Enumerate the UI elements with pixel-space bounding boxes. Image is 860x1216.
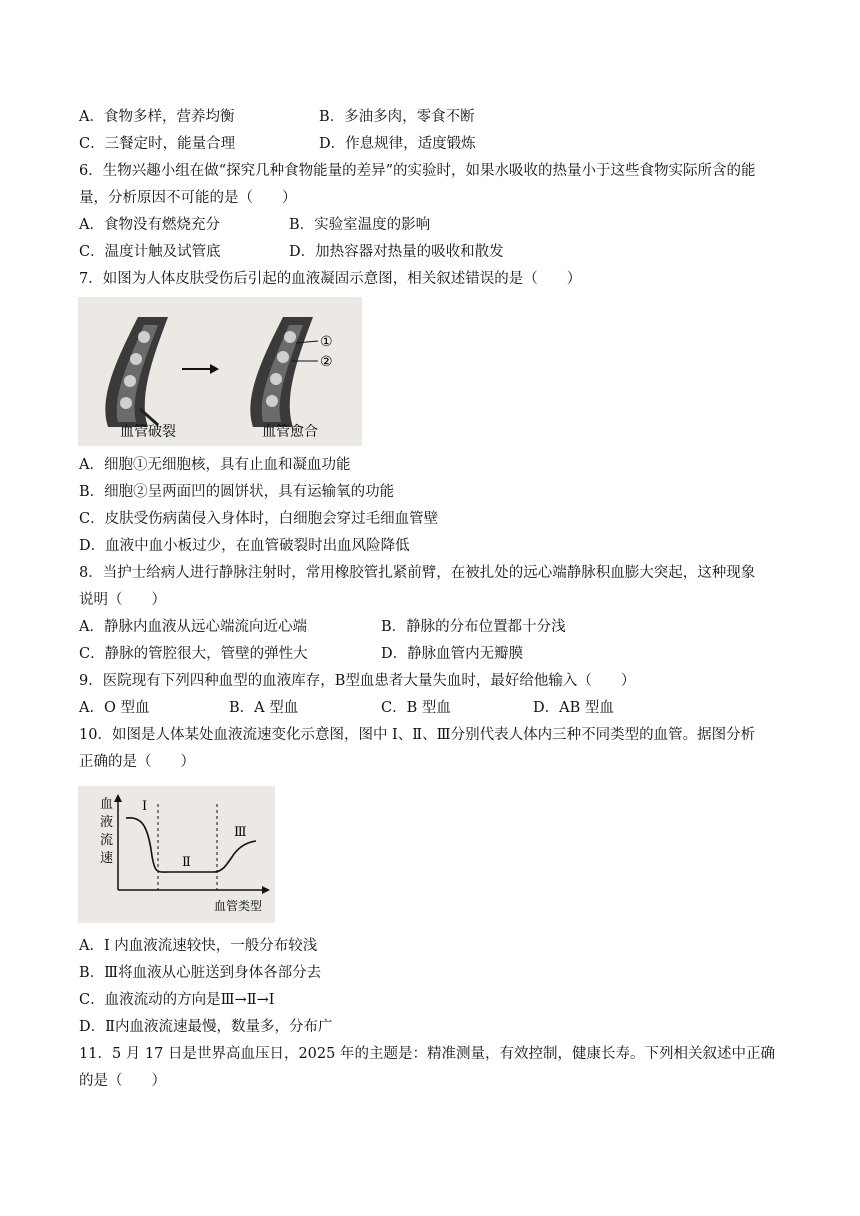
xlabel: 血管类型 — [214, 899, 263, 913]
q6-option-d: D．加热容器对热量的吸收和散发 — [289, 244, 504, 260]
q10-stem-line1: 10．如图是人体某处血液流速变化示意图，图中 I、Ⅱ、Ⅲ分别代表人体内三种不同类型的血管。据图分析 — [79, 727, 756, 743]
q8-option-c: C．静脉的管腔很大，管壁的弹性大 — [79, 646, 308, 662]
q9-option-a: A．O 型血 — [79, 700, 150, 716]
label-vessel-III: Ⅲ — [234, 825, 247, 840]
q9-option-b: B．A 型血 — [229, 700, 299, 716]
caption-healed: 血管愈合 — [262, 424, 318, 440]
caption-broken: 血管破裂 — [120, 424, 176, 440]
blood-clot-figure — [78, 297, 362, 446]
q7-option-b: B．细胞②呈两面凹的圆饼状，具有运输氧的功能 — [79, 484, 395, 500]
ylabel-char-2: 液 — [100, 815, 114, 830]
q9-option-d: D．AB 型血 — [533, 700, 614, 716]
q7-option-a: A．细胞①无细胞核，具有止血和凝血功能 — [79, 457, 351, 473]
q6-option-c: C．温度计触及试管底 — [79, 244, 221, 260]
marker-1: ① — [320, 334, 333, 350]
q10-stem-line2: 正确的是（ ） — [79, 754, 195, 770]
q6-option-b: B．实验室温度的影响 — [289, 217, 431, 233]
q10-option-b: B．Ⅲ将血液从心脏送到身体各部分去 — [79, 965, 322, 981]
q8-option-a: A．静脉内血液从远心端流向近心端 — [79, 619, 307, 635]
ylabel-char-4: 速 — [100, 851, 114, 866]
q7-option-c: C．皮肤受伤病菌侵入身体时，白细胞会穿过毛细血管壁 — [79, 511, 439, 527]
q8-stem-line1: 8．当护士给病人进行静脉注射时，常用橡胶管扎紧前臂，在被扎处的远心端静脉积血膨大突起，这种现象 — [79, 565, 756, 581]
q9-stem: 9．医院现有下列四种血型的血液库存，B型血患者大量失血时，最好给他输入（ ） — [79, 673, 636, 689]
q11-stem-line1: 11．5 月 17 日是世界高血压日，2025 年的主题是：精准测量，有效控制，健康长寿。下列相关叙述中正确 — [79, 1046, 775, 1062]
q10-option-d: D．Ⅱ内血液流速最慢，数量多，分布广 — [79, 1019, 333, 1035]
q5-option-b: B．多油多肉，零食不断 — [319, 109, 475, 125]
q7-option-d: D．血液中血小板过少，在血管破裂时出血风险降低 — [79, 538, 410, 554]
ylabel-char-1: 血 — [100, 797, 114, 812]
q6-option-a: A．食物没有燃烧充分 — [79, 217, 220, 233]
q8-option-b: B．静脉的分布位置都十分浅 — [381, 619, 566, 635]
marker-2: ② — [320, 354, 333, 370]
q6-stem-line1: 6．生物兴趣小组在做“探究几种食物能量的差异”的实验时，如果水吸收的热量小于这些食物实际所含的能 — [79, 163, 756, 179]
x-axis-arrow — [262, 886, 270, 894]
broken-vessel-illustration — [105, 317, 168, 427]
label-vessel-II: Ⅱ — [182, 855, 191, 870]
blood-flow-speed-figure — [78, 786, 275, 923]
q6-stem-line2: 量，分析原因不可能的是（ ） — [79, 190, 297, 206]
ylabel-char-3: 流 — [100, 833, 114, 848]
q10-option-a: A．I 内血液流速较快，一般分布较浅 — [79, 938, 318, 954]
q7-stem: 7．如图为人体皮肤受伤后引起的血液凝固示意图，相关叙述错误的是（ ） — [79, 271, 582, 287]
q8-option-d: D．静脉血管内无瓣膜 — [381, 646, 524, 662]
label-vessel-I: Ⅰ — [142, 799, 148, 814]
healing-vessel-illustration — [250, 317, 313, 427]
q5-option-c: C．三餐定时，能量合理 — [79, 136, 236, 152]
q5-option-a: A．食物多样，营养均衡 — [79, 109, 235, 125]
q8-stem-line2: 说明（ ） — [79, 592, 166, 608]
q5-option-d: D．作息规律，适度锻炼 — [319, 136, 476, 152]
q10-option-c: C．血液流动的方向是Ⅲ→Ⅱ→I — [79, 992, 275, 1008]
y-axis-arrow — [114, 794, 122, 802]
q9-option-c: C．B 型血 — [381, 700, 451, 716]
q11-stem-line2: 的是（ ） — [79, 1073, 166, 1089]
